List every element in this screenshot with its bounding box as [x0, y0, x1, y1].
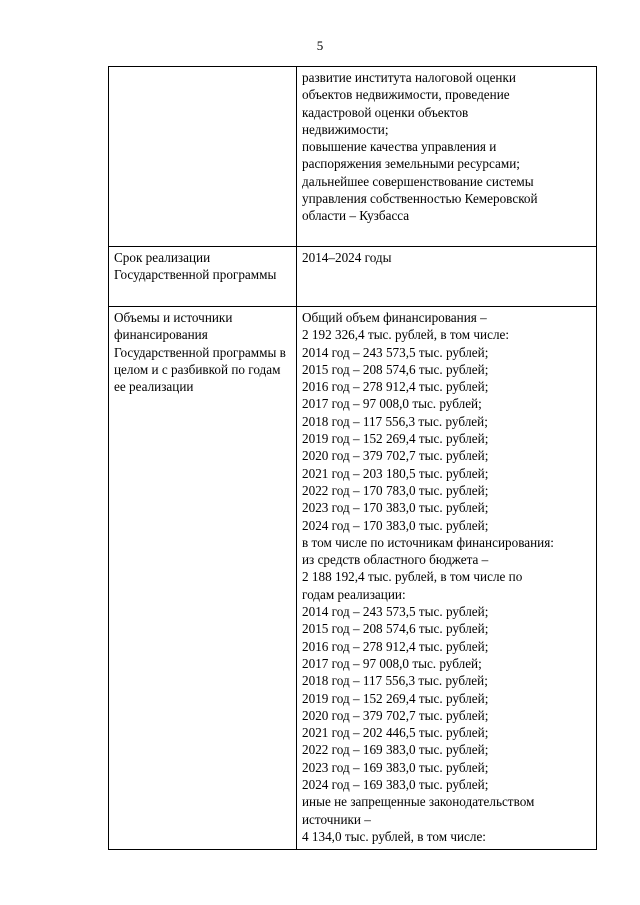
row-label-cell: [109, 67, 297, 247]
text-line: 2018 год – 117 556,3 тыс. рублей;: [302, 673, 488, 689]
row-label-cell: [109, 247, 297, 307]
text-line: повышение качества управления и: [302, 139, 497, 155]
text-line: 2024 год – 169 383,0 тыс. рублей;: [302, 777, 489, 793]
text-line: 2024 год – 170 383,0 тыс. рублей;: [302, 517, 489, 533]
text-line: иные не запрещенные законодательством: [302, 794, 535, 810]
text-line: распоряжения земельными ресурсами;: [302, 156, 520, 172]
text-line: области – Кузбасса: [302, 208, 410, 224]
text-line: 2 192 326,4 тыс. рублей, в том числе:: [302, 327, 510, 343]
table-row-financing: [109, 307, 597, 850]
text-line: недвижимости;: [302, 121, 389, 137]
text-line: 2022 год – 170 783,0 тыс. рублей;: [302, 482, 489, 498]
text-line: 2016 год – 278 912,4 тыс. рублей;: [302, 638, 489, 654]
text-line: 2021 год – 202 446,5 тыс. рублей;: [302, 725, 489, 741]
row-value-cell: [297, 247, 597, 307]
row-label: Срок реализации Государственной программы: [114, 250, 277, 283]
text-line: 2023 год – 170 383,0 тыс. рублей;: [302, 500, 489, 516]
text-line: 2016 год – 278 912,4 тыс. рублей;: [302, 379, 489, 395]
text-line: 2014 год – 243 573,5 тыс. рублей;: [302, 344, 489, 360]
text-line: 2014–2024 годы: [302, 250, 392, 265]
text-line: 2020 год – 379 702,7 тыс. рублей;: [302, 448, 489, 464]
text-line: 2 188 192,4 тыс. рублей, в том числе по: [302, 569, 523, 585]
row-label-cell: [109, 307, 297, 850]
row-label: Объемы и источники финансирования Государственной программы в целом и с разбивкой по годам ее реализации: [114, 310, 286, 395]
row-value-cell: [297, 67, 597, 247]
text-line: кадастровой оценки объектов: [302, 104, 469, 120]
table-row-term: [109, 247, 597, 307]
text-line: развитие института налоговой оценки: [302, 70, 516, 85]
text-line: 2023 год – 169 383,0 тыс. рублей;: [302, 759, 489, 775]
page-number: 5: [316, 38, 324, 53]
text-line: 2015 год – 208 574,6 тыс. рублей;: [302, 361, 489, 377]
text-line: в том числе по источникам финансирования:: [302, 534, 554, 550]
text-line: 2019 год – 152 269,4 тыс. рублей;: [302, 431, 489, 447]
text-line: 2019 год – 152 269,4 тыс. рублей;: [302, 690, 489, 706]
text-line: 2017 год – 97 008,0 тыс. рублей;: [302, 655, 482, 671]
text-line: из средств областного бюджета –: [302, 552, 489, 568]
passport-table: [108, 66, 597, 850]
text-line: 2015 год – 208 574,6 тыс. рублей;: [302, 621, 489, 637]
text-line: Общий объем финансирования –: [302, 310, 487, 325]
text-line: 2018 год – 117 556,3 тыс. рублей;: [302, 413, 488, 429]
text-line: управления собственностью Кемеровской: [302, 191, 538, 207]
text-line: 2017 год – 97 008,0 тыс. рублей;: [302, 396, 482, 412]
text-line: годам реализации:: [302, 586, 406, 602]
text-line: 2020 год – 379 702,7 тыс. рублей;: [302, 707, 489, 723]
text-line: источники –: [302, 811, 371, 827]
table-row-goals: [109, 67, 597, 247]
text-line: объектов недвижимости, проведение: [302, 87, 510, 103]
text-line: 2022 год – 169 383,0 тыс. рублей;: [302, 742, 489, 758]
text-line: 2021 год – 203 180,5 тыс. рублей;: [302, 465, 489, 481]
text-line: дальнейшее совершенствование системы: [302, 173, 534, 189]
row-value-cell: [297, 307, 597, 850]
text-line: 4 134,0 тыс. рублей, в том числе:: [302, 828, 486, 844]
text-line: 2014 год – 243 573,5 тыс. рублей;: [302, 604, 489, 620]
